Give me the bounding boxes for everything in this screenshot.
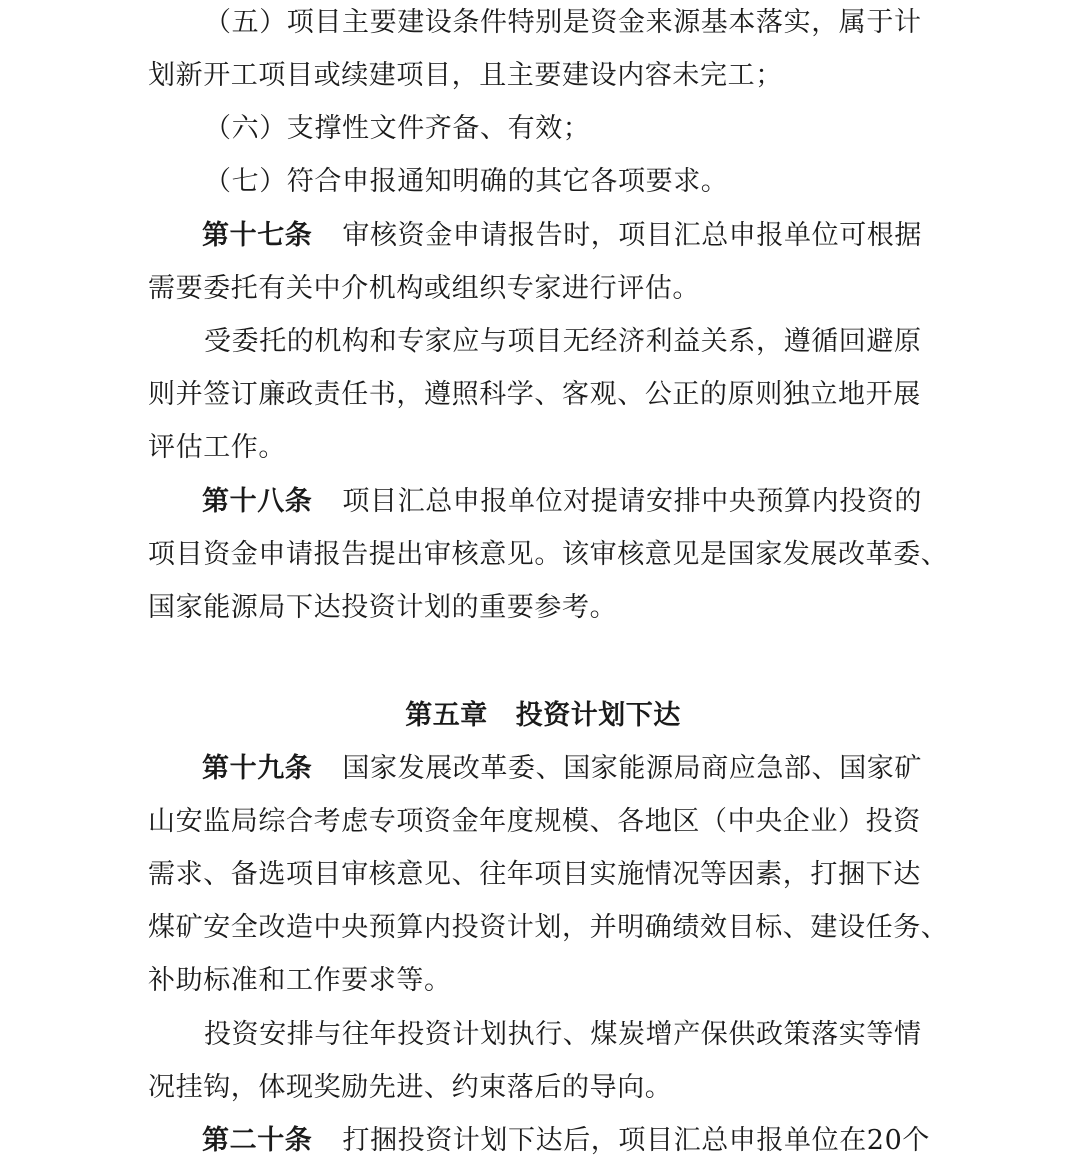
paragraph-line: 况挂钩，体现奖励先进、约束落后的导向。	[148, 1072, 673, 1103]
paragraph-line: 山安监局综合考虑专项资金年度规模、各地区（中央企业）投资	[148, 806, 921, 837]
article-17-line: 第十七条 审核资金申请报告时，项目汇总申报单位可根据	[202, 220, 923, 251]
chapter-heading	[148, 689, 938, 743]
paragraph-line: 补助标准和工作要求等。	[148, 965, 452, 996]
paragraph-line: 则并签订廉政责任书，遵照科学、客观、公正的原则独立地开展	[148, 379, 921, 410]
article-20-heading: 第二十条	[202, 1125, 313, 1156]
chapter-number: 第五章	[405, 700, 488, 731]
paragraph-line: 需求、备选项目审核意见、往年项目实施情况等因素，打捆下达	[148, 859, 921, 890]
paragraph-line: 评估工作。	[148, 432, 286, 463]
article-18-heading: 第十八条	[202, 486, 313, 517]
chapter-title: 投资计划下达	[515, 700, 681, 731]
article-19-heading: 第十九条	[202, 753, 313, 784]
article-19-line: 第十九条 国家发展改革委、国家能源局商应急部、国家矿	[202, 753, 923, 784]
paragraph-line: 投资安排与往年投资计划执行、煤炭增产保供政策落实等情	[204, 1019, 922, 1050]
paragraph-line: （七）符合申报通知明确的其它各项要求。	[204, 166, 729, 197]
paragraph-line: 煤矿安全改造中央预算内投资计划，并明确绩效目标、建设任务、	[148, 912, 949, 943]
paragraph-line: 项目资金申请报告提出审核意见。该审核意见是国家发展改革委、	[148, 539, 949, 570]
paragraph-line: 需要委托有关中介机构或组织专家进行评估。	[148, 273, 700, 304]
paragraph-line: （六）支撑性文件齐备、有效；	[204, 113, 591, 144]
article-17-heading: 第十七条	[202, 220, 313, 251]
paragraph-line: （五）项目主要建设条件特别是资金来源基本落实，属于计	[204, 7, 922, 38]
paragraph-line: 划新开工项目或续建项目，且主要建设内容未完工；	[148, 60, 783, 91]
article-20-line: 第二十条 打捆投资计划下达后，项目汇总申报单位在20个	[202, 1125, 930, 1156]
paragraph-line: 国家能源局下达投资计划的重要参考。	[148, 592, 618, 623]
paragraph-line: 受委托的机构和专家应与项目无经济利益关系，遵循回避原	[204, 326, 922, 357]
article-18-line: 第十八条 项目汇总申报单位对提请安排中央预算内投资的	[202, 486, 923, 517]
